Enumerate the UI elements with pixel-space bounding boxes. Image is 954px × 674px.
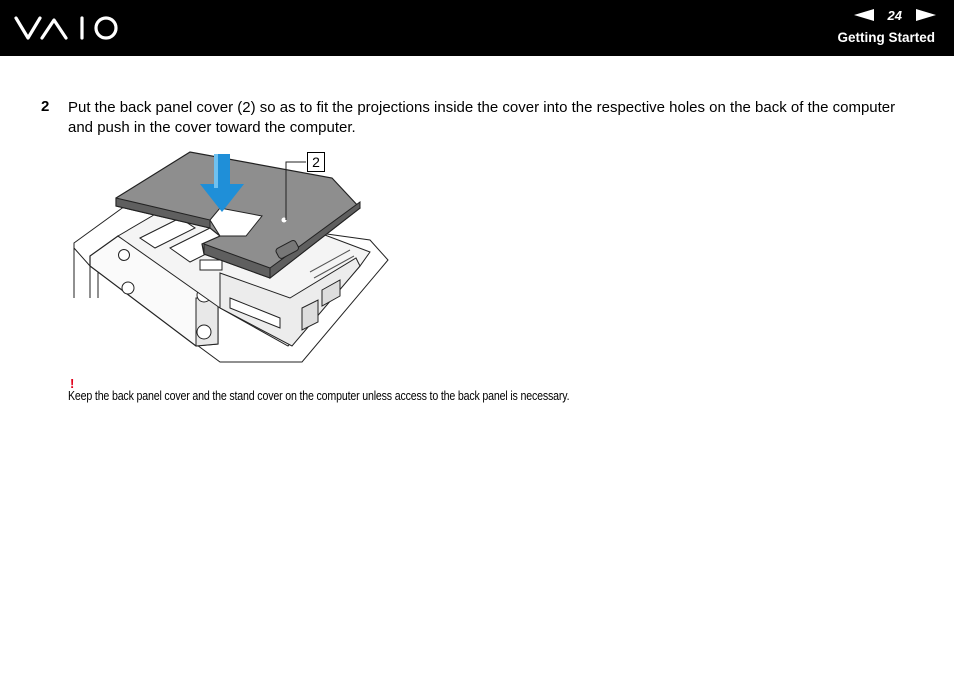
- step-number: 2: [41, 98, 50, 115]
- page-navigation: [854, 6, 936, 24]
- prev-page-arrow-icon[interactable]: [854, 9, 874, 21]
- warning-icon: !: [70, 376, 75, 391]
- caution-note: Keep the back panel cover and the stand cover on the computer unless access to the back panel is necessary.: [68, 389, 570, 403]
- step-instruction: Put the back panel cover (2) so as to fit the projections inside the cover into the respective holes on the back of the computer and push in the cover toward the computer.: [68, 99, 896, 136]
- page-header: [0, 0, 954, 56]
- next-page-arrow-icon[interactable]: [916, 9, 936, 21]
- back-panel-cover-illustration: [70, 148, 390, 366]
- vaio-logo: [14, 14, 122, 42]
- section-title: Getting Started: [837, 30, 935, 45]
- page-number: 24: [887, 7, 902, 23]
- callout-label-box: 2: [307, 152, 325, 172]
